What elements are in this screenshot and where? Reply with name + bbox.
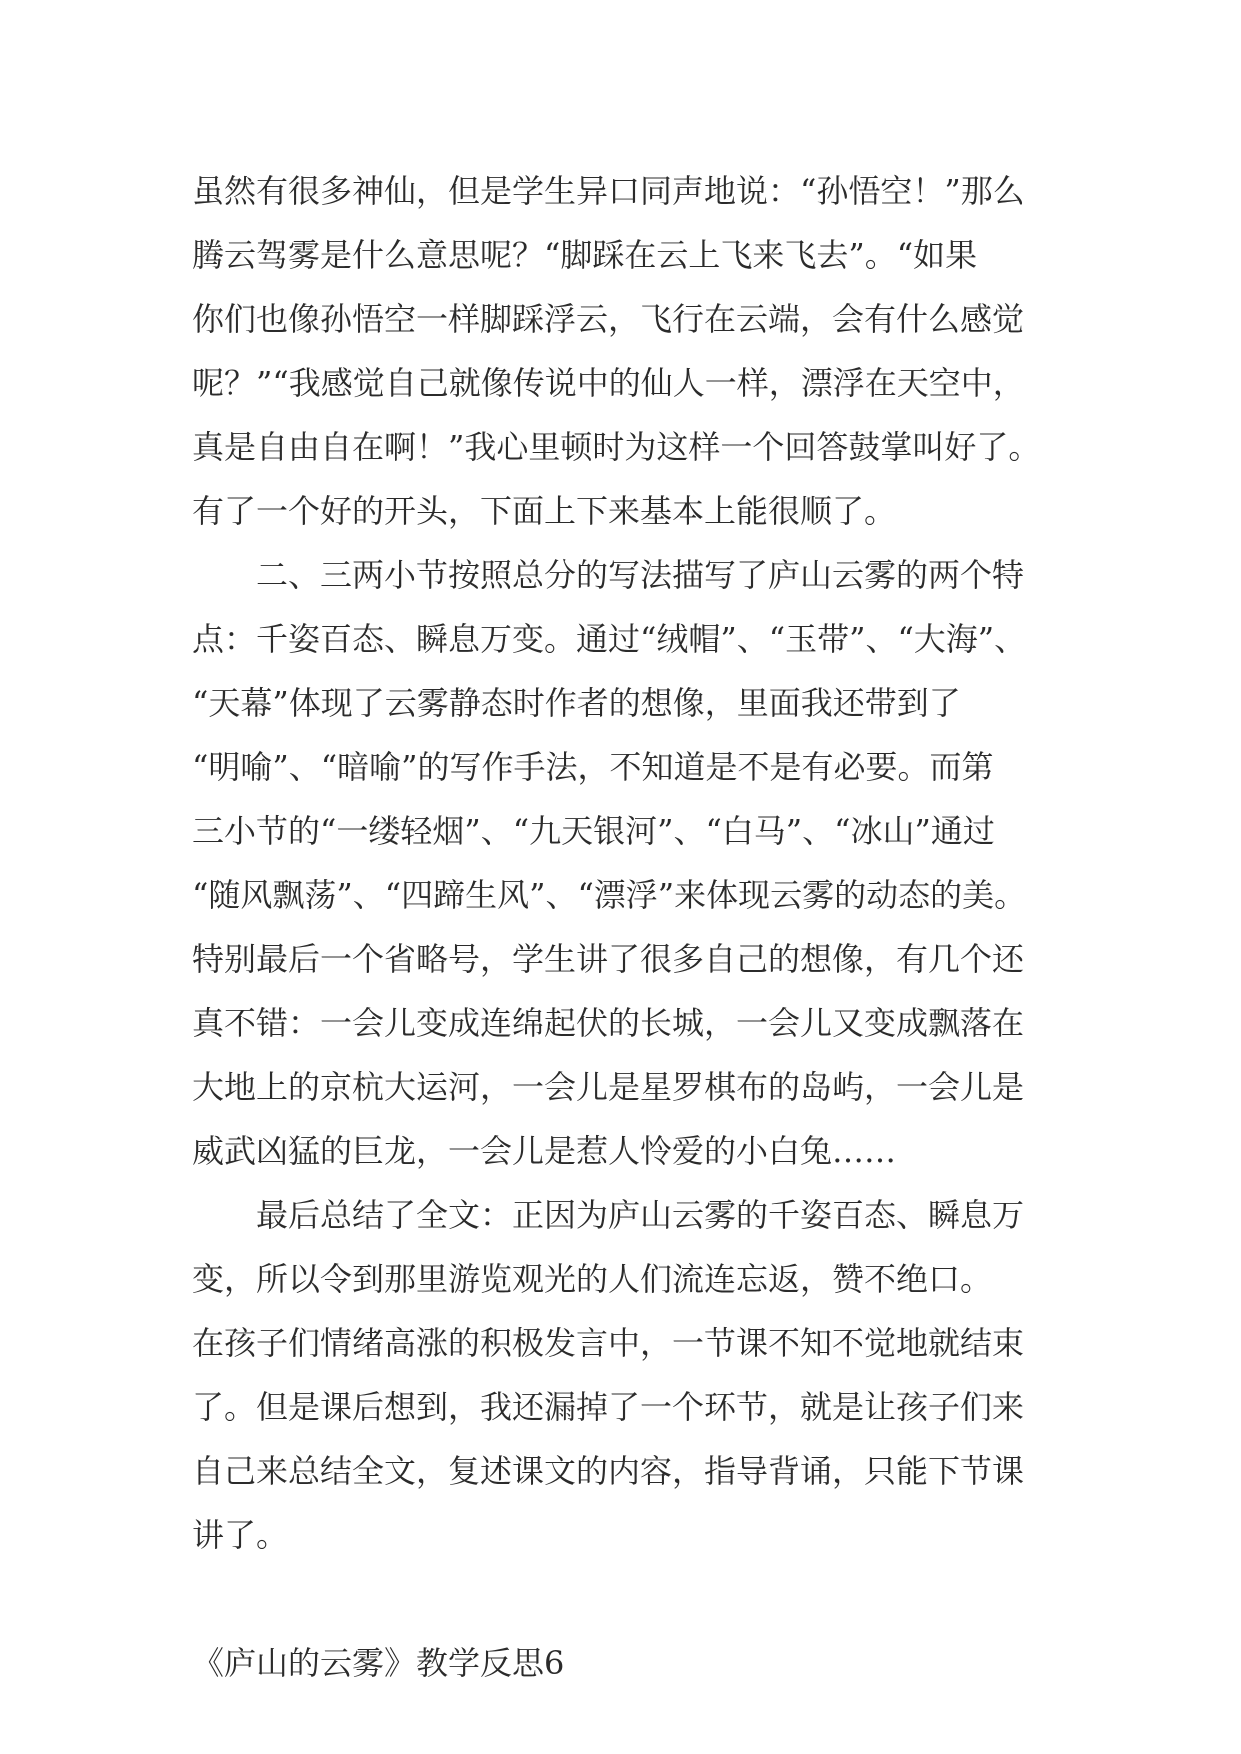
text-line: 自己来总结全文，复述课文的内容，指导背诵，只能下节课 [192, 1452, 1025, 1490]
text-line: 三小节的“一缕轻烟”、“九天银河”、“白马”、“冰山”通过 [192, 812, 995, 850]
text-line: 真不错：一会儿变成连绵起伏的长城，一会儿又变成飘落在 [192, 1004, 1025, 1042]
paragraph-start-line: 最后总结了全文：正因为庐山云雾的千姿百态、瞬息万 [256, 1196, 1025, 1234]
text-line: 呢？”“我感觉自己就像传说中的仙人一样，漂浮在天空中， [192, 364, 1025, 402]
text-line: “明喻”、“暗喻”的写作手法，不知道是不是有必要。而第 [192, 748, 994, 786]
text-line: 了。但是课后想到，我还漏掉了一个环节，就是让孩子们来 [192, 1388, 1025, 1426]
text-line: 特别最后一个省略号，学生讲了很多自己的想像，有几个还 [192, 940, 1025, 978]
text-line: 点：千姿百态、瞬息万变。通过“绒帽”、“玉带”、“大海”、 [192, 620, 1027, 658]
section-heading: 《庐山的云雾》教学反思6 [192, 1644, 565, 1682]
text-line: 大地上的京杭大运河，一会儿是星罗棋布的岛屿，一会儿是 [192, 1068, 1025, 1106]
paragraph-start-line: 二、三两小节按照总分的写法描写了庐山云雾的两个特 [256, 556, 1025, 594]
text-line: 你们也像孙悟空一样脚踩浮云，飞行在云端，会有什么感觉 [192, 300, 1025, 338]
section-spacer [192, 1567, 1072, 1631]
text-line: 变，所以令到那里游览观光的人们流连忘返，赞不绝口。 [192, 1260, 993, 1298]
text-line: 在孩子们情绪高涨的积极发言中，一节课不知不觉地就结束 [192, 1324, 1025, 1362]
text-line: 威武凶猛的巨龙，一会儿是惹人怜爱的小白兔…… [192, 1132, 897, 1170]
body-text [192, 159, 1072, 1695]
text-line: 真是自由自在啊！”我心里顿时为这样一个回答鼓掌叫好了。 [192, 428, 1041, 466]
text-line: 讲了。 [192, 1516, 289, 1554]
text-line: 虽然有很多神仙，但是学生异口同声地说：“孙悟空！”那么 [192, 172, 1025, 210]
text-line: “天幕”体现了云雾静态时作者的想像，里面我还带到了 [192, 684, 961, 722]
text-line: “随风飘荡”、“四蹄生风”、“漂浮”来体现云雾的动态的美。 [192, 876, 1027, 914]
text-line: 腾云驾雾是什么意思呢？“脚踩在云上飞来飞去”。“如果 [192, 236, 978, 274]
text-line: 有了一个好的开头，下面上下来基本上能很顺了。 [192, 492, 897, 530]
